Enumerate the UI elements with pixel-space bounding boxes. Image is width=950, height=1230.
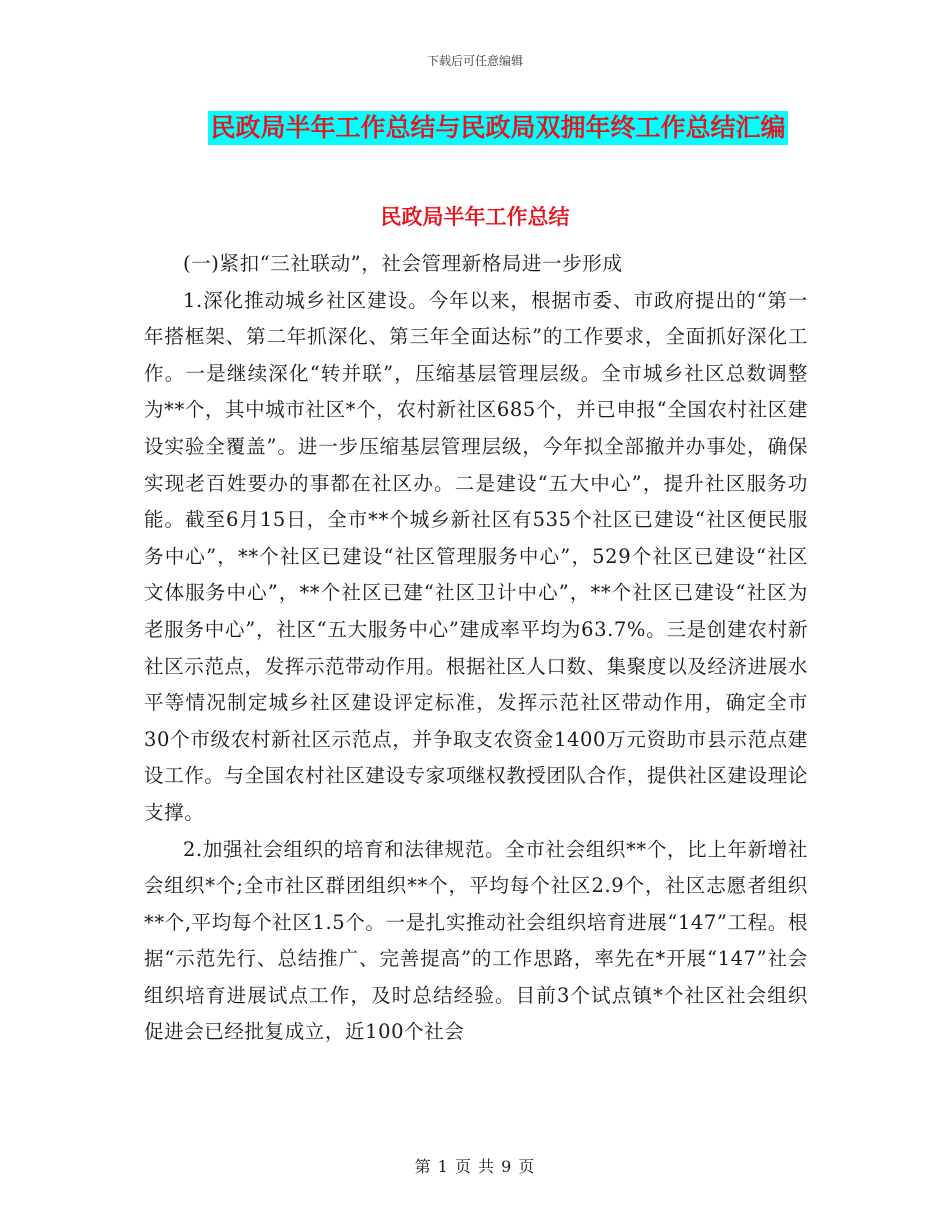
body-paragraph-heading: (一)紧扣“三社联动”，社会管理新格局进一步形成	[183, 252, 623, 275]
document-title-block	[0, 111, 950, 145]
body-paragraph: 1.深化推动城乡社区建设。今年以来，根据市委、市政府提出的“第一年搭框架、第二年抓深化、第三年全面达标”的工作要求，全面抓好深化工作。一是继续深化“转并联”，压缩基层管理层级。全市城乡社区总数调整为**个，其中城市社区*个，农村新社区685个，并已申报“全国农村社区建设实验全覆盖”。进一步压缩基层管理层级，今年拟全部撤并办事处，确保实现老百姓要办的事都在社区办。二是建设“五大中心”，提升社区服务功能。截至6月15日，全市**个城乡新社区有535个社区已建设“社区便民服务中心”，**个社区已建设“社区管理服务中心”，529个社区已建设“社区文体服务中心”，**个社区已建“社区卫计中心”，**个社区已建设“社区为老服务中心”，社区“五大服务中心”建成率平均为63.7%。三是创建农村新社区示范点，发挥示范带动作用。根据社区人口数、集聚度以及经济进展水平等情况制定城乡社区建设评定标准，发挥示范社区带动作用，确定全市30个市级农村新社区示范点，并争取支农资金1400万元资助市县示范点建设工作。与全国农村社区建设专家项继权教授团队合作，提供社区建设理论支撑。	[144, 288, 808, 824]
body-paragraph: 2.加强社会组织的培育和法律规范。全市社会组织**个，比上年新增社会组织*个;全市社区群团组织**个，平均每个社区2.9个，社区志愿者组织**个,平均每个社区1.5个。一是扎实推动社会组织培育进展“147”工程。根据“示范先行、总结推广、完善提高”的工作思路，率先在*开展“147”社会组织培育进展试点工作，及时总结经验。目前3个试点镇*个社区社会组织促进会已经批复成立，近100个社会	[144, 837, 808, 1044]
document-title: 民政局半年工作总结与民政局双拥年终工作总结汇编	[208, 111, 787, 145]
section-title: 民政局半年工作总结	[380, 205, 570, 229]
document-body	[144, 246, 808, 1051]
page-header-note: 下载后可任意编辑	[426, 54, 523, 68]
page-number-footer: 第 1 页 共 9 页	[414, 1157, 536, 1176]
